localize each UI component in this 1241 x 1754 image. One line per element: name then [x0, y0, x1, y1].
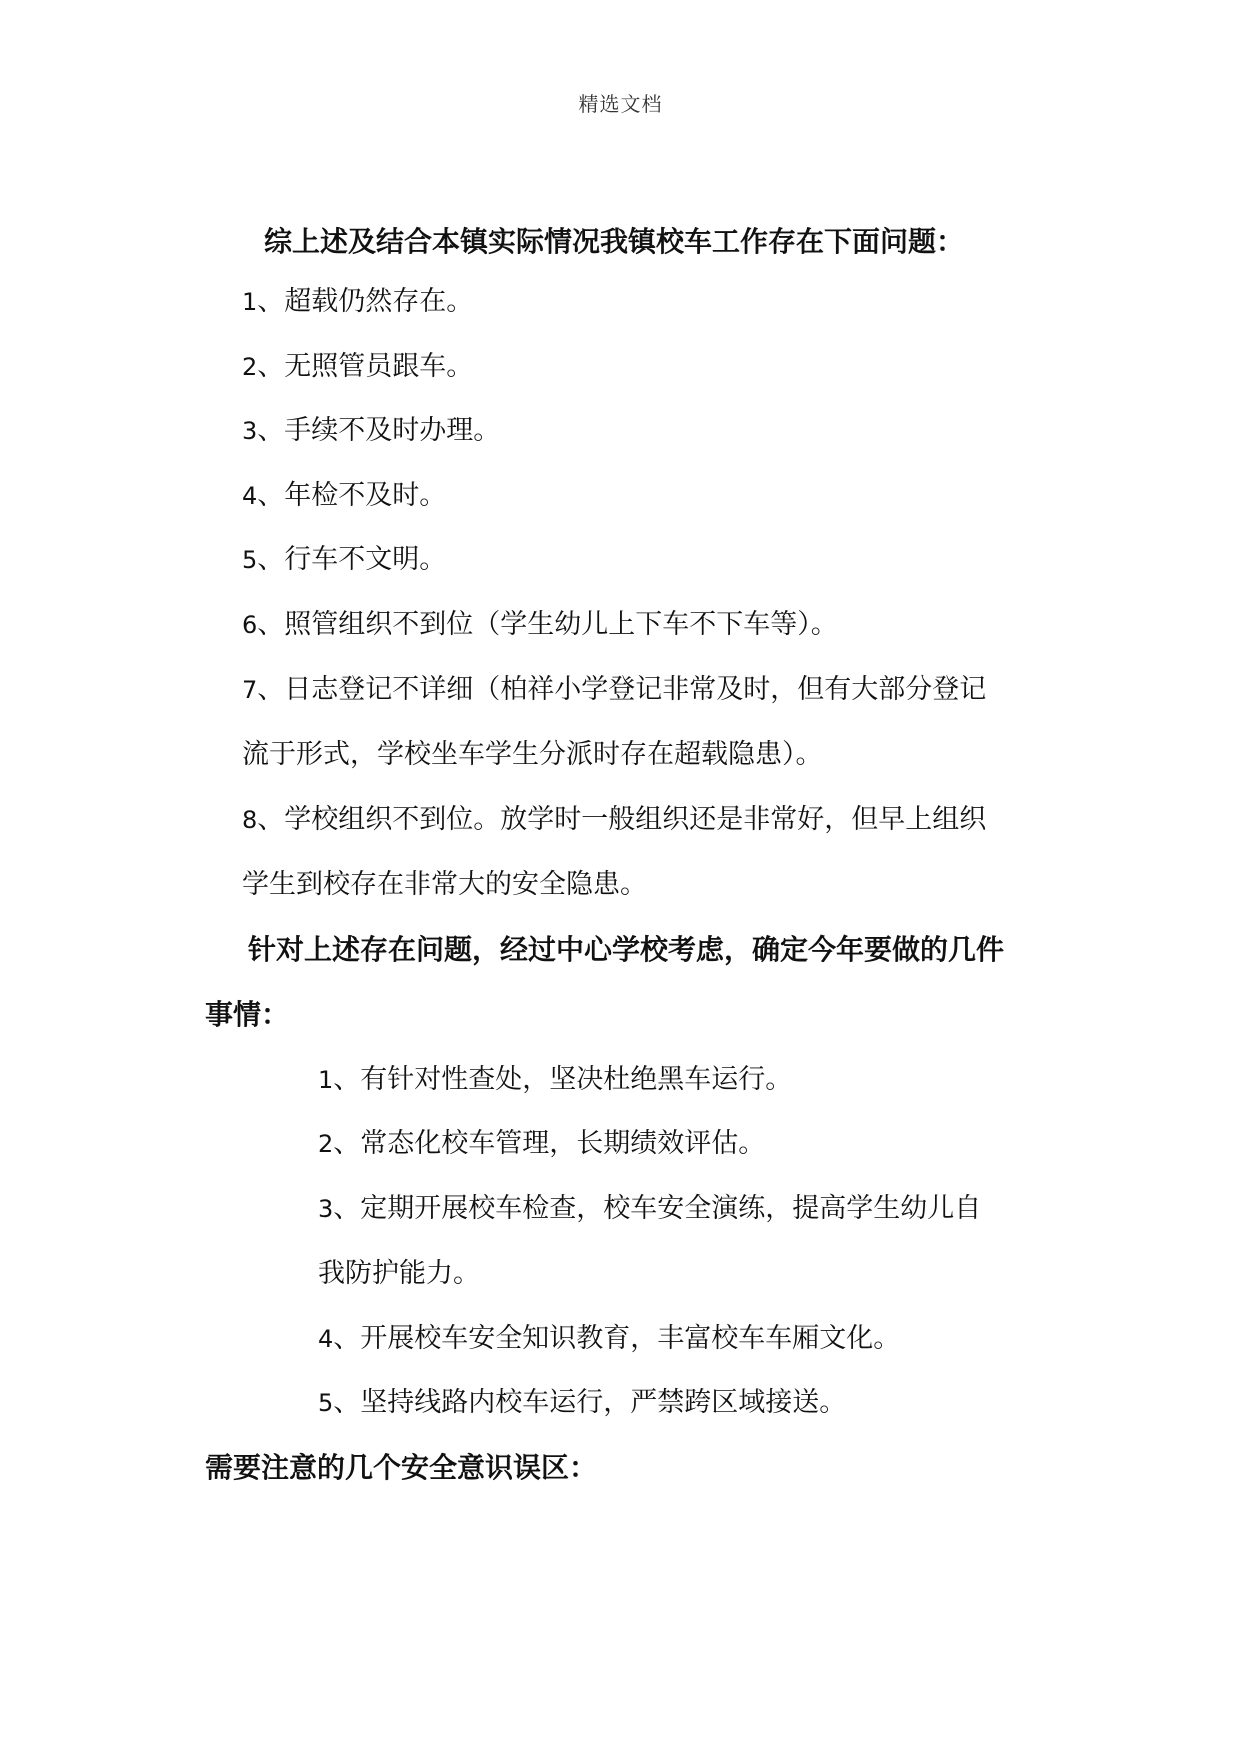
task-item-2: [318, 1124, 765, 1164]
item-number: 6: [242, 611, 258, 639]
task-item-5: [318, 1383, 846, 1423]
problem-item-6: [242, 605, 838, 645]
task-item-4: [318, 1319, 900, 1359]
problem-item-4: [242, 476, 446, 516]
problem-item-2: [242, 347, 473, 387]
item-text: 定期开展校车检查，校车安全演练，提高学生幼儿自: [360, 1193, 982, 1224]
item-number: 4: [242, 482, 258, 510]
item-number: 5: [318, 1389, 334, 1417]
item-text: 学校组织不到位。放学时一般组织还是非常好，但早上组织: [284, 804, 987, 835]
item-text: 手续不及时办理。: [284, 415, 501, 446]
item-separator: 、: [257, 351, 285, 382]
item-separator: 、: [257, 609, 285, 640]
item-number: 1: [242, 288, 258, 316]
item-separator: 、: [333, 1387, 361, 1418]
item-text: 超载仍然存在。: [284, 286, 474, 317]
page-header: 精选文档: [578, 92, 663, 116]
task-item-1: [318, 1060, 792, 1100]
item-text: 年检不及时。: [284, 480, 447, 511]
item-number: 2: [242, 353, 258, 381]
item-separator: 、: [257, 544, 285, 575]
problem-item-5: [242, 540, 446, 580]
item-separator: 、: [257, 804, 285, 835]
item-separator: 、: [257, 480, 285, 511]
problem-item-3: [242, 411, 500, 451]
item-text: 行车不文明。: [284, 544, 447, 575]
item-text: 日志登记不详细（柏祥小学登记非常及时，但有大部分登记: [284, 674, 987, 705]
item-number: 3: [242, 417, 258, 445]
item-separator: 、: [257, 286, 285, 317]
problem-item-7-continuation: 流于形式，学校坐车学生分派时存在超载隐患）。: [242, 739, 823, 770]
item-number: 2: [318, 1130, 334, 1158]
item-number: 3: [318, 1195, 334, 1223]
section1-heading: 综上述及结合本镇实际情况我镇校车工作存在下面问题：: [264, 225, 965, 258]
task-item-3-continuation: 我防护能力。: [318, 1258, 480, 1289]
item-number: 5: [242, 546, 258, 574]
item-text: 有针对性查处，坚决杜绝黑车运行。: [360, 1064, 793, 1095]
item-separator: 、: [257, 415, 285, 446]
problem-item-1: [242, 282, 473, 322]
item-text: 开展校车安全知识教育，丰富校车车厢文化。: [360, 1323, 901, 1354]
section3-heading: 需要注意的几个安全意识误区：: [205, 1451, 598, 1484]
item-separator: 、: [333, 1128, 361, 1159]
problem-item-8: [242, 800, 986, 840]
problem-item-8-continuation: 学生到校存在非常大的安全隐患。: [242, 869, 647, 900]
item-text: 无照管员跟车。: [284, 351, 474, 382]
item-number: 8: [242, 806, 258, 834]
item-separator: 、: [333, 1193, 361, 1224]
item-separator: 、: [257, 674, 285, 705]
section2-heading-line1: 针对上述存在问题，经过中心学校考虑，确定今年要做的几件: [248, 933, 1005, 966]
item-text: 照管组织不到位（学生幼儿上下车不下车等）。: [284, 609, 838, 640]
item-separator: 、: [333, 1323, 361, 1354]
item-text: 坚持线路内校车运行，严禁跨区域接送。: [360, 1387, 847, 1418]
item-text: 常态化校车管理，长期绩效评估。: [360, 1128, 766, 1159]
item-separator: 、: [333, 1064, 361, 1095]
problem-item-7: [242, 670, 986, 710]
item-number: 1: [318, 1066, 334, 1094]
task-item-3: [318, 1189, 981, 1229]
item-number: 7: [242, 676, 258, 704]
section2-heading-line2: 事情：: [205, 998, 290, 1031]
item-number: 4: [318, 1325, 334, 1353]
